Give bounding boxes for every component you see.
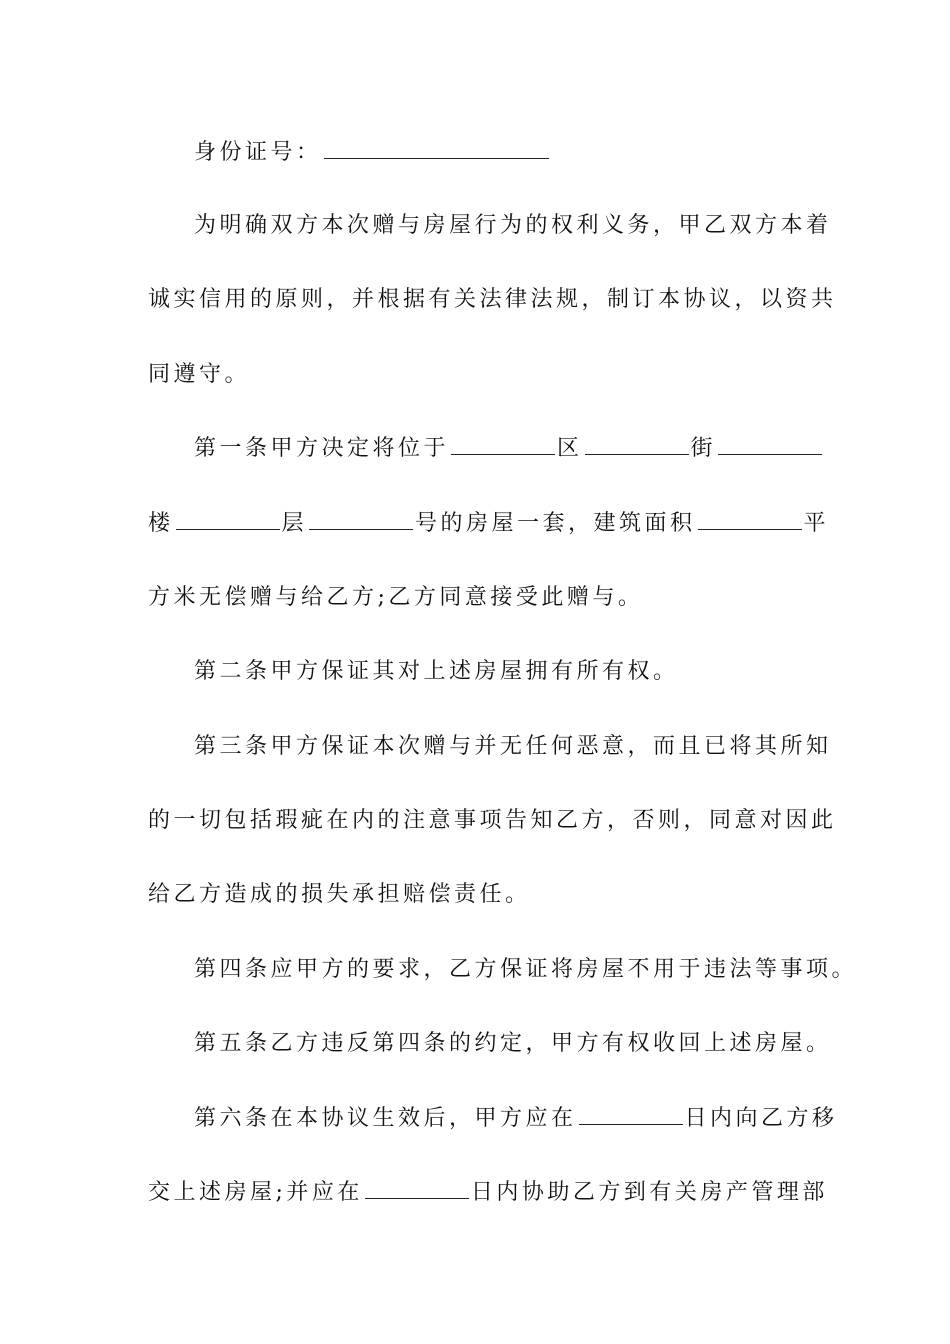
id-number-label: 身份证号： (194, 140, 322, 165)
article-3-line-3: 给乙方造成的损失承担赔偿责任。 (148, 882, 531, 907)
id-number-line (194, 138, 808, 168)
preamble-line-2: 诚实信用的原则，并根据有关法律法规，制订本协议，以资共 (148, 287, 837, 312)
district-blank (451, 436, 555, 455)
article-1-text-f: 号的房屋一套，建筑面积 (415, 511, 696, 536)
floor-blank (309, 511, 413, 530)
article-1-text-g: 平 (803, 511, 830, 536)
preamble-line-3: 同遵守。 (148, 362, 251, 387)
article-6-line-2 (148, 1178, 828, 1208)
article-3-line-1: 第三条甲方保证本次赠与并无任何恶意，而且已将其所知 (194, 734, 832, 759)
article-6-text-b: 日内向乙方移 (684, 1106, 838, 1131)
article-6-line-1 (194, 1104, 838, 1134)
article-1-text-c: 街 (690, 436, 717, 461)
street-blank (585, 436, 689, 455)
article-3-line-2: 的一切包括瑕疵在内的注意事项告知乙方，否则，同意对因此 (148, 808, 837, 833)
article-4: 第四条应甲方的要求，乙方保证将房屋不用于违法等事项。 (194, 957, 858, 982)
assist-days-blank (365, 1180, 469, 1199)
article-1-line-2 (148, 509, 830, 539)
building-blank (176, 511, 280, 530)
article-1-text-d: 楼 (148, 511, 174, 536)
id-number-blank (324, 140, 549, 159)
article-1-line-1 (194, 434, 808, 464)
article-1-text-b: 区 (557, 436, 583, 461)
article-1-text-a: 第一条甲方决定将位于 (194, 436, 450, 461)
article-6-text-a: 第六条在本协议生效后，甲方应在 (194, 1106, 577, 1131)
article-6-text-c: 交上述房屋;并应在 (148, 1180, 363, 1205)
handover-days-blank (579, 1106, 683, 1125)
article-1-text-e: 层 (281, 511, 308, 536)
area-blank (698, 511, 802, 530)
article-2: 第二条甲方保证其对上述房屋拥有所有权。 (194, 659, 679, 684)
street-number-blank (718, 436, 822, 455)
article-6-text-d: 日内协助乙方到有关房产管理部 (470, 1180, 828, 1205)
article-1-line-3: 方米无偿赠与给乙方;乙方同意接受此赠与。 (148, 585, 644, 610)
preamble-line-1: 为明确双方本次赠与房屋行为的权利义务，甲乙双方本着 (194, 213, 832, 238)
article-5: 第五条乙方违反第四条的约定，甲方有权收回上述房屋。 (194, 1031, 832, 1056)
